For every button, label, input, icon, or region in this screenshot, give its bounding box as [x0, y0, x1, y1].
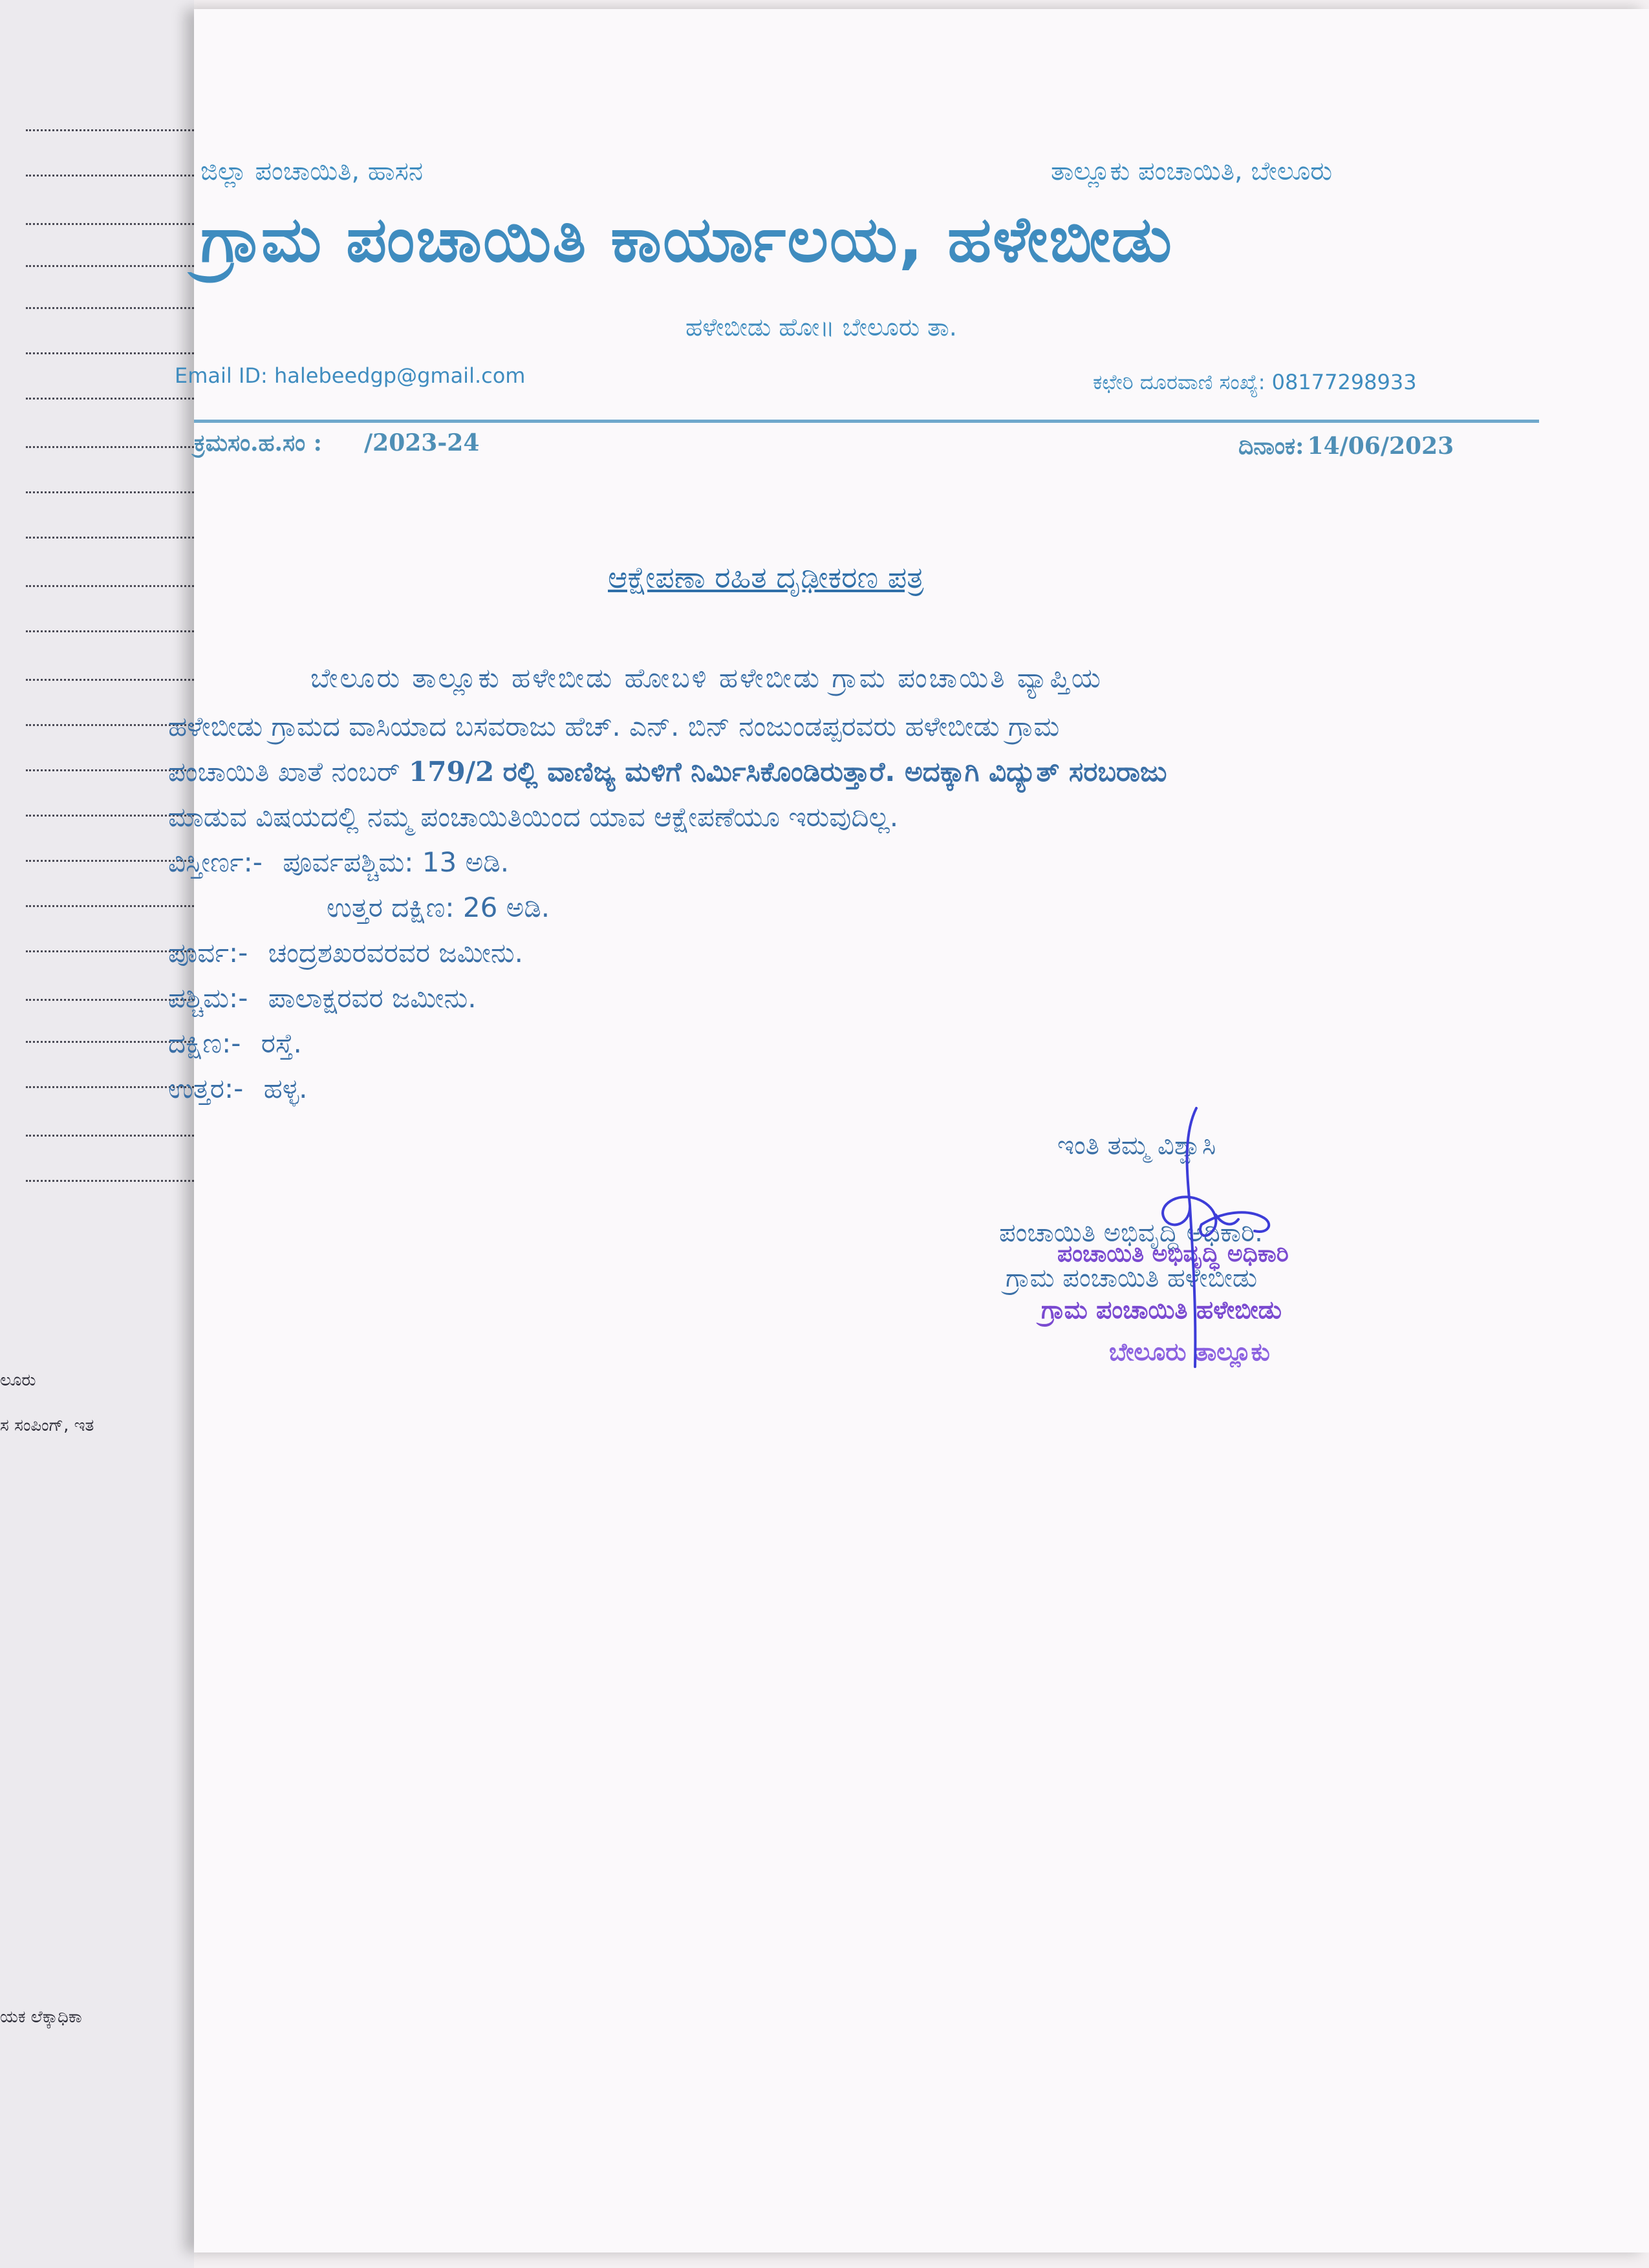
handwritten-signature — [1125, 1095, 1293, 1380]
body-line: ಹಳೇಬೀಡು ಗ್ರಾಮದ ವಾಸಿಯಾದ ಬಸವರಾಜು ಹೆಚ್. ಎನ್. ಬಿನ್ ನಂಜುಂಡಪ್ಪರವರು ಹಳೇಬೀಡು ಗ್ರಾಮ — [168, 711, 1060, 742]
dotted-line — [26, 129, 197, 131]
body-line — [168, 756, 1167, 788]
north-label: ಉತ್ತರ:- — [168, 1073, 244, 1104]
date-value: 14/06/2023 — [1307, 433, 1454, 460]
letter-date — [1238, 433, 1454, 460]
south-value: ರಸ್ತೆ. — [261, 1027, 302, 1059]
dotted-line — [26, 1135, 197, 1137]
area-east-west: ಪೂರ್ವಪಶ್ಚಿಮ: 13 ಅಡಿ. — [283, 846, 510, 878]
signatory-designation: ಪಂಚಾಯಿತಿ ಅಭಿವೃದ್ಧಿ ಅಧಿಕಾರಿ. — [999, 1218, 1263, 1248]
north-boundary — [168, 1073, 308, 1105]
taluk-name: ತಾಲ್ಲೂಕು ಪಂಚಾಯಿತಿ, ಬೇಲೂರು — [1051, 156, 1333, 186]
reference-number — [194, 429, 479, 457]
dotted-line — [26, 446, 197, 448]
body-line: ಬೇಲೂರು ತಾಲ್ಲೂಕು ಹಳೇಬೀಡು ಹೋಬಳಿ ಹಳೇಬೀಡು ಗ್ರಾಮ ಪಂಚಾಯಿತಿ ವ್ಯಾಪ್ತಿಯ — [310, 662, 1103, 694]
north-value: ಹಳ್ಳ. — [263, 1073, 308, 1104]
body-line: ಮಾಡುವ ವಿಷಯದಲ್ಲಿ ನಮ್ಮ ಪಂಚಾಯಿತಿಯಿಂದ ಯಾವ ಆಕ್ಷೇಪಣೆಯೂ ಇರುವುದಿಲ್ಲ. — [168, 801, 899, 833]
dotted-line — [26, 537, 197, 539]
west-boundary — [168, 982, 477, 1014]
dotted-line — [26, 630, 197, 632]
west-label: ಪಶ್ಚಿಮ:- — [168, 982, 248, 1014]
letter-page — [168, 9, 1649, 2252]
dotted-line — [26, 1180, 197, 1182]
dotted-line — [26, 307, 197, 309]
dotted-line — [26, 491, 197, 493]
dotted-line — [26, 265, 197, 267]
official-stamp-line: ಪಂಚಾಯಿತಿ ಅಭಿವೃದ್ಧಿ ಅಧಿಕಾರಿ — [1057, 1241, 1289, 1267]
khata-number: 179/2 — [409, 756, 495, 787]
email-address: Email ID: halebeedgp@gmail.com — [175, 363, 526, 388]
official-stamp-line: ಬೇಲೂರು ತಾಲ್ಲೂಕು — [1109, 1338, 1270, 1366]
east-label: ಪೂರ್ವ:- — [168, 937, 248, 968]
east-boundary — [168, 937, 523, 969]
south-label: ದಕ್ಷಿಣ:- — [168, 1027, 241, 1059]
underlying-text: ಯಕ ಲೆಕ್ಕಾಧಿಕಾ — [0, 2007, 82, 2027]
south-boundary — [168, 1027, 302, 1060]
letterhead-divider — [194, 420, 1539, 423]
dotted-line — [26, 905, 197, 907]
district-name: ಜಿಲ್ಲಾ ಪಂಚಾಯಿತಿ, ಹಾಸನ — [200, 156, 424, 186]
reference-value: /2023-24 — [364, 429, 480, 456]
dotted-line — [26, 175, 197, 177]
west-value: ಪಾಲಾಕ್ಷರವರ ಜಮೀನು. — [268, 982, 477, 1014]
office-title: ಗ್ರಾಮ ಪಂಚಾಯಿತಿ ಕಾರ್ಯಾಲಯ, ಹಳೇಬೀಡು — [200, 203, 1174, 277]
body-text-fragment: ರಲ್ಲಿ ವಾಣಿಜ್ಯ ಮಳಿಗೆ ನಿರ್ಮಿಸಿಕೊಂಡಿರುತ್ತಾರೆ. ಅದಕ್ಕಾಗಿ ವಿದ್ಯುತ್ ಸರಬರಾಜು — [502, 756, 1167, 787]
signatory-office: ಗ್ರಾಮ ಪಂಚಾಯಿತಿ ಹಳೇಬೀಡು — [1006, 1263, 1258, 1293]
dotted-line — [26, 398, 197, 400]
underlying-text: ಲೂರು — [0, 1371, 36, 1390]
official-stamp-line: ಗ್ರಾಮ ಪಂಚಾಯಿತಿ ಹಳೇಬೀಡು — [1041, 1296, 1282, 1324]
office-phone: ಕಛೇರಿ ದೂರವಾಣಿ ಸಂಖ್ಯೆ: 08177298933 — [1093, 370, 1417, 394]
area-row — [168, 846, 509, 879]
dotted-line — [26, 352, 197, 354]
area-north-south: ಉತ್ತರ ದಕ್ಷಿಣ: 26 ಅಡಿ. — [327, 892, 550, 923]
office-address: ಹಳೇಬೀಡು ಹೋ॥ ಬೇಲೂರು ತಾ. — [685, 313, 957, 341]
area-label: ವಿಸ್ತೀರ್ಣ:- — [168, 846, 263, 878]
closing-salutation: ಇಂತಿ ತಮ್ಮ ವಿಶ್ವಾಸಿ — [1057, 1131, 1216, 1161]
underlying-page — [0, 0, 194, 2268]
body-text-fragment: ಪಂಚಾಯಿತಿ ಖಾತೆ ನಂಬರ್ — [168, 756, 400, 787]
dotted-line — [26, 679, 197, 681]
east-value: ಚಂದ್ರಶಖರವರವರ ಜಮೀನು. — [268, 937, 523, 968]
underlying-text: ಸ ಸಂಪಿಂಗ್, ಇತ — [0, 1416, 94, 1435]
reference-label: ಕ್ರಮಸಂ.ಹ.ಸಂ : — [194, 429, 322, 456]
date-label: ದಿನಾಂಕ: — [1238, 433, 1304, 460]
dotted-line — [26, 223, 197, 225]
dotted-line — [26, 585, 197, 587]
letter-subject: ಆಕ್ಷೇಪಣಾ ರಹಿತ ದೃಢೀಕರಣ ಪತ್ರ — [608, 560, 924, 595]
